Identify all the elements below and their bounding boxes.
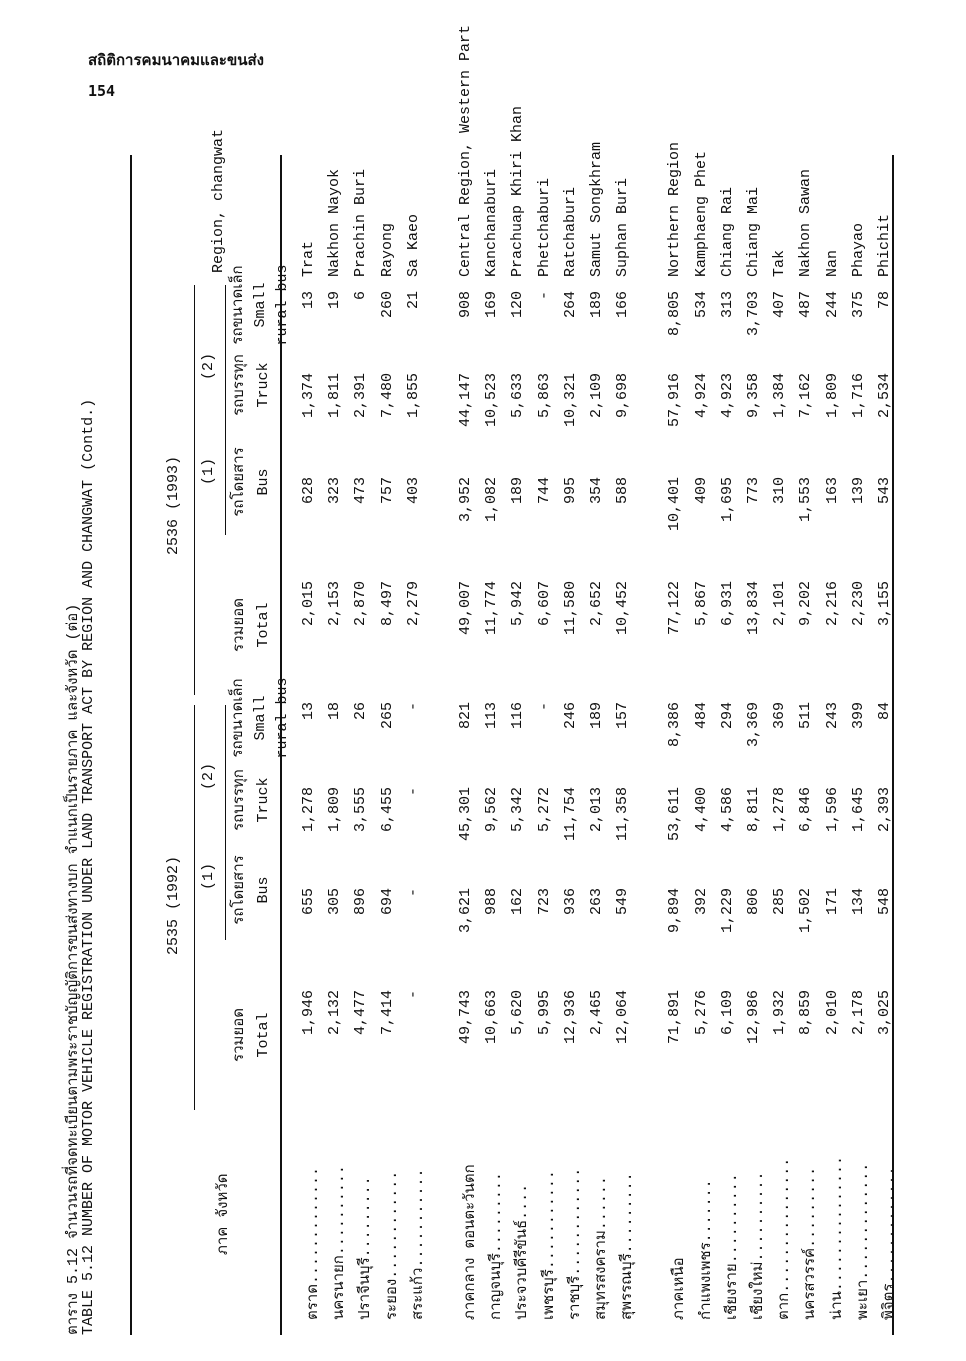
table-cell: 169 (483, 291, 501, 319)
note-rule-1992 (225, 705, 226, 940)
table-cell: 1,502 (797, 888, 815, 934)
table-cell: - (535, 291, 553, 301)
table-cell: 53,611 (666, 787, 684, 842)
table-cell: 49,743 (457, 990, 474, 1045)
table-cell: 995 (561, 477, 579, 505)
row-label-english: Prachin Buri (352, 168, 370, 277)
table-cell: 2,015 (300, 581, 317, 627)
table-cell: 260 (378, 291, 396, 319)
table-cell: 166 (614, 291, 632, 319)
table-cell: 1,716 (849, 373, 867, 419)
table-cell: 988 (483, 888, 501, 916)
table-cell: 1,374 (300, 373, 317, 419)
table-cell: 3,952 (457, 477, 474, 523)
table-cell: 10,523 (483, 373, 501, 428)
table-cell: 139 (849, 477, 867, 505)
table-cell: 6,846 (797, 787, 815, 833)
table-cell: 399 (849, 702, 867, 730)
table-cell: 1,278 (300, 787, 317, 833)
row-label-english: Sa Kaeo (404, 213, 422, 277)
table-cell: 1,932 (771, 990, 789, 1036)
table-cell: 2,230 (849, 581, 867, 627)
row-label-thai: ตาก............... (776, 1157, 794, 1320)
table-cell: 285 (771, 888, 789, 916)
table-cell: 821 (457, 702, 474, 730)
table-cell: 12,064 (614, 990, 632, 1045)
table-cell: 5,867 (692, 581, 710, 627)
table-cell: 3,369 (745, 702, 762, 748)
table-cell: 26 (352, 702, 370, 721)
table-cell: 1,809 (326, 787, 344, 833)
table-cell: 548 (876, 888, 893, 916)
table-cell: 2,132 (326, 990, 344, 1036)
table-cell: - (404, 702, 422, 712)
table-cell: 2,178 (849, 990, 867, 1036)
table-cell: 1,645 (849, 787, 867, 833)
table-cell: 116 (509, 702, 527, 730)
table-cell: 6,109 (718, 990, 736, 1036)
row-label-thai: เชียงราย.......... (723, 1173, 741, 1320)
table-cell: 189 (509, 477, 527, 505)
table-cell: 936 (561, 888, 579, 916)
table-cell: 10,401 (666, 477, 684, 532)
table-cell: 7,162 (797, 373, 815, 419)
table-cell: 265 (378, 702, 396, 730)
year2-rule (194, 285, 195, 695)
table-cell: 6,931 (718, 581, 736, 627)
header-note-2-1993: (2) (200, 352, 217, 380)
row-label-thai: พิจิตร............. (881, 1166, 898, 1320)
table-cell: 10,663 (483, 990, 501, 1045)
table-cell: 9,202 (797, 581, 815, 627)
table-cell: 487 (797, 291, 815, 319)
row-label-english: Nakhon Nayok (326, 168, 344, 277)
table-title-english: TABLE 5.12 NUMBER OF MOTOR VEHICLE REGISTRATION UNDER LAND TRANSPORT ACT BY REGION AND CHANGWAT (Contd.) (80, 398, 97, 1335)
table-cell: 473 (352, 477, 370, 505)
table-cell: 3,621 (457, 888, 474, 934)
table-cell: 5,995 (535, 990, 553, 1036)
table-cell: - (404, 990, 422, 1000)
row-label-thai: ตราด............. (305, 1167, 322, 1320)
row-label-thai: สระแก้ว........... (409, 1168, 427, 1320)
row-label-english: Chiang Rai (718, 186, 736, 277)
row-label-english: Samut Songkhram (588, 141, 605, 277)
row-label-thai: เชียงใหม่.......... (750, 1171, 767, 1320)
row-label-thai: กำแพงเพชร....... (697, 1179, 715, 1320)
table-cell: - (404, 787, 422, 797)
table-cell: 5,272 (535, 787, 553, 833)
row-label-english: Trat (300, 240, 317, 277)
table-cell: 1,809 (823, 373, 841, 419)
table-cell: 6 (352, 291, 370, 301)
table-cell: 3,155 (876, 581, 893, 627)
table-cell: 2,013 (588, 787, 605, 833)
table-cell: 744 (535, 477, 553, 505)
table-cell: 9,698 (614, 373, 632, 419)
table-cell: 4,924 (692, 373, 710, 419)
table-cell: 8,811 (745, 787, 762, 833)
table-cell: 1,553 (797, 477, 815, 523)
table-cell: 2,153 (326, 581, 344, 627)
table-cell: 2,391 (352, 373, 370, 419)
row-label-english: Kanchanaburi (483, 168, 501, 277)
table-cell: 263 (588, 888, 605, 916)
table-cell: 78 (876, 291, 893, 310)
table-cell: 2,465 (588, 990, 605, 1036)
table-cell: 655 (300, 888, 317, 916)
table-cell: 5,863 (535, 373, 553, 419)
table-cell: 5,942 (509, 581, 527, 627)
table-cell: 2,101 (771, 581, 789, 627)
table-cell: 11,774 (483, 581, 501, 636)
row-label-thai: ภาคเหนือ (671, 1257, 689, 1320)
table-cell: 171 (823, 888, 841, 916)
table-cell: 57,916 (666, 373, 684, 428)
table-cell: 1,811 (326, 373, 344, 419)
table-cell: 8,386 (666, 702, 684, 748)
table-cell: 1,946 (300, 990, 317, 1036)
table-cell: 2,109 (588, 373, 605, 419)
table-cell: 18 (326, 702, 344, 721)
table-cell: 6,607 (535, 581, 553, 627)
header-truck-1992: รถบรรทุก Truck (231, 769, 272, 831)
row-label-english: Central Region, Western Part (457, 24, 474, 277)
table-cell: 511 (797, 702, 815, 730)
table-cell: 694 (378, 888, 396, 916)
header-total-1992: รวมยอด Total (231, 1008, 272, 1062)
row-label-english: Rayong (378, 222, 396, 277)
row-label-thai: ภาคกลาง ตอนตะวันตก (462, 1164, 479, 1320)
table-cell: 1,596 (823, 787, 841, 833)
table-cell: 9,894 (666, 888, 684, 934)
table-cell: 45,301 (457, 787, 474, 842)
table-cell: - (404, 888, 422, 898)
table-cell: 723 (535, 888, 553, 916)
header-region-english: Region, changwat (210, 128, 227, 273)
row-label-thai: นครสวรรค์......... (802, 1166, 820, 1320)
table-cell: 1,384 (771, 373, 789, 419)
table-cell: 11,358 (614, 787, 632, 842)
table-cell: 354 (588, 477, 605, 505)
table-cell: 6,455 (378, 787, 396, 833)
table-cell: - (535, 702, 553, 712)
table-cell: 5,342 (509, 787, 527, 833)
table-cell: 189 (588, 702, 605, 730)
table-cell: 21 (404, 291, 422, 310)
table-cell: 49,007 (457, 581, 474, 636)
table-cell: 908 (457, 291, 474, 319)
header-note-1-1993: (1) (200, 457, 217, 485)
table-cell: 369 (771, 702, 789, 730)
table-cell: 246 (561, 702, 579, 730)
header-year-1992: 2535 (1992) (165, 855, 182, 955)
table-cell: 3,555 (352, 787, 370, 833)
table-cell: 2,216 (823, 581, 841, 627)
row-label-english: Chiang Mai (745, 186, 762, 277)
table-cell: 896 (352, 888, 370, 916)
table-cell: 7,414 (378, 990, 396, 1036)
table-cell: 7,480 (378, 373, 396, 419)
row-label-english: Suphan Buri (614, 177, 632, 277)
row-label-thai: เพชรบุรี........... (540, 1170, 558, 1320)
table-cell: 12,986 (745, 990, 762, 1045)
table-cell: 4,477 (352, 990, 370, 1036)
row-label-english: Phayao (849, 222, 867, 277)
table-cell: 2,652 (588, 581, 605, 627)
page-number: 154 (88, 82, 116, 100)
table-cell: 11,580 (561, 581, 579, 636)
table-cell: 1,695 (718, 477, 736, 523)
table-cell: 244 (823, 291, 841, 319)
table-cell: 71,891 (666, 990, 684, 1045)
row-label-thai: น่าน............... (828, 1156, 846, 1320)
note-rule-1993 (225, 285, 226, 535)
table-cell: 44,147 (457, 373, 474, 428)
table-cell: 1,278 (771, 787, 789, 833)
table-cell: 189 (588, 291, 605, 319)
table-cell: 549 (614, 888, 632, 916)
table-cell: 1,229 (718, 888, 736, 934)
row-label-english: Nakhon Sawan (797, 168, 815, 277)
table-cell: 10,321 (561, 373, 579, 428)
table-cell: 9,562 (483, 787, 501, 833)
row-label-english: Prachuap Khiri Khan (509, 105, 527, 277)
row-label-thai: สมุทรสงคราม...... (593, 1176, 610, 1320)
table-cell: 588 (614, 477, 632, 505)
table-cell: 134 (849, 888, 867, 916)
header-bus-1992: รถโดยสาร Bus (231, 855, 272, 925)
table-cell: 2,534 (876, 373, 893, 419)
table-cell: 3,025 (876, 990, 893, 1036)
header-small-1993: รถขนาดเล็ก Small rural bus (230, 264, 291, 346)
table-cell: 13 (300, 702, 317, 721)
row-label-english: Tak (771, 249, 789, 277)
table-cell: 163 (823, 477, 841, 505)
table-cell: 4,586 (718, 787, 736, 833)
header-bus-1993: รถโดยสาร Bus (231, 447, 272, 517)
table-cell: 77,122 (666, 581, 684, 636)
table-cell: 294 (718, 702, 736, 730)
table-cell: 13 (300, 291, 317, 310)
row-label-thai: พะเยา............. (854, 1162, 872, 1320)
row-label-english: Ratchaburi (561, 186, 579, 277)
row-label-english: Phichit (876, 213, 893, 277)
table-cell: 757 (378, 477, 396, 505)
table-title-thai: ตาราง 5.12 จำนวนรถที่จดทะเบียนตามพระราชบัญญัติการขนส่งทางบก จำแนกเป็นรายภาค และจังหวัด (ต่อ) (65, 603, 82, 1335)
row-label-thai: สุพรรณบุรี......... (619, 1172, 637, 1320)
table-cell: 313 (718, 291, 736, 319)
table-cell: 11,754 (561, 787, 579, 842)
header-note-2-1992: (2) (200, 762, 217, 790)
table-cell: 2,393 (876, 787, 893, 833)
table-cell: 2,870 (352, 581, 370, 627)
table-cell: 1,082 (483, 477, 501, 523)
table-cell: 628 (300, 477, 317, 505)
row-label-english: Nan (823, 249, 841, 277)
table-cell: 9,358 (745, 373, 762, 419)
table-cell: 543 (876, 477, 893, 505)
row-label-thai: กาญจนบุรี......... (488, 1172, 506, 1320)
table-cell: 1,855 (404, 373, 422, 419)
table-cell: 375 (849, 291, 867, 319)
table-cell: 84 (876, 702, 893, 721)
table-cell: 4,400 (692, 787, 710, 833)
table-cell: 484 (692, 702, 710, 730)
table-cell: 806 (745, 888, 762, 916)
running-head: สถิติการคมนาคมและขนส่ง (88, 51, 264, 69)
table-cell: 243 (823, 702, 841, 730)
table-cell: 310 (771, 477, 789, 505)
row-label-thai: ระยอง............ (383, 1170, 401, 1320)
table-cell: 10,452 (614, 581, 632, 636)
table-cell: 162 (509, 888, 527, 916)
table-cell: 392 (692, 888, 710, 916)
table-cell: 403 (404, 477, 422, 505)
table-cell: 8,497 (378, 581, 396, 627)
row-label-english: Kamphaeng Phet (692, 150, 710, 277)
header-truck-1993: รถบรรทุก Truck (231, 354, 272, 416)
table-cell: 19 (326, 291, 344, 310)
header-small-1992: รถขนาดเล็ก Small rural bus (230, 677, 291, 759)
header-note-1-1992: (1) (200, 862, 217, 890)
header-region-thai: ภาค จังหวัด (215, 1173, 232, 1255)
table-cell: 5,276 (692, 990, 710, 1036)
row-label-thai: ประจวบคีรีขันธ์.... (514, 1183, 532, 1320)
top-rule (130, 155, 132, 1335)
row-label-english: Northern Region (666, 141, 684, 277)
table-cell: 323 (326, 477, 344, 505)
table-cell: 13,834 (745, 581, 762, 636)
table-cell: 8,859 (797, 990, 815, 1036)
row-label-thai: ราชบุรี............ (566, 1167, 584, 1320)
table-cell: 5,633 (509, 373, 527, 419)
table-cell: 8,805 (666, 291, 684, 337)
table-cell: 264 (561, 291, 579, 319)
header-year-1993: 2536 (1993) (165, 455, 182, 555)
table-cell: 305 (326, 888, 344, 916)
table-cell: 12,936 (561, 990, 579, 1045)
row-label-thai: ปราจีนบุรี......... (357, 1176, 375, 1320)
table-cell: 4,923 (718, 373, 736, 419)
table-cell: 407 (771, 291, 789, 319)
table-cell: 773 (745, 477, 762, 505)
table-cell: 120 (509, 291, 527, 319)
table-cell: 2,279 (404, 581, 422, 627)
table-cell: 3,703 (745, 291, 762, 337)
year1-rule (194, 705, 195, 1110)
table-cell: 5,620 (509, 990, 527, 1036)
table-cell: 157 (614, 702, 632, 730)
row-label-thai: นครนายก.......... (331, 1165, 349, 1320)
table-cell: 534 (692, 291, 710, 319)
row-label-english: Phetchaburi (535, 177, 553, 277)
header-total-1993: รวมยอด Total (231, 598, 272, 652)
table-cell: 2,010 (823, 990, 841, 1036)
table-cell: 113 (483, 702, 501, 730)
table-cell: 409 (692, 477, 710, 505)
